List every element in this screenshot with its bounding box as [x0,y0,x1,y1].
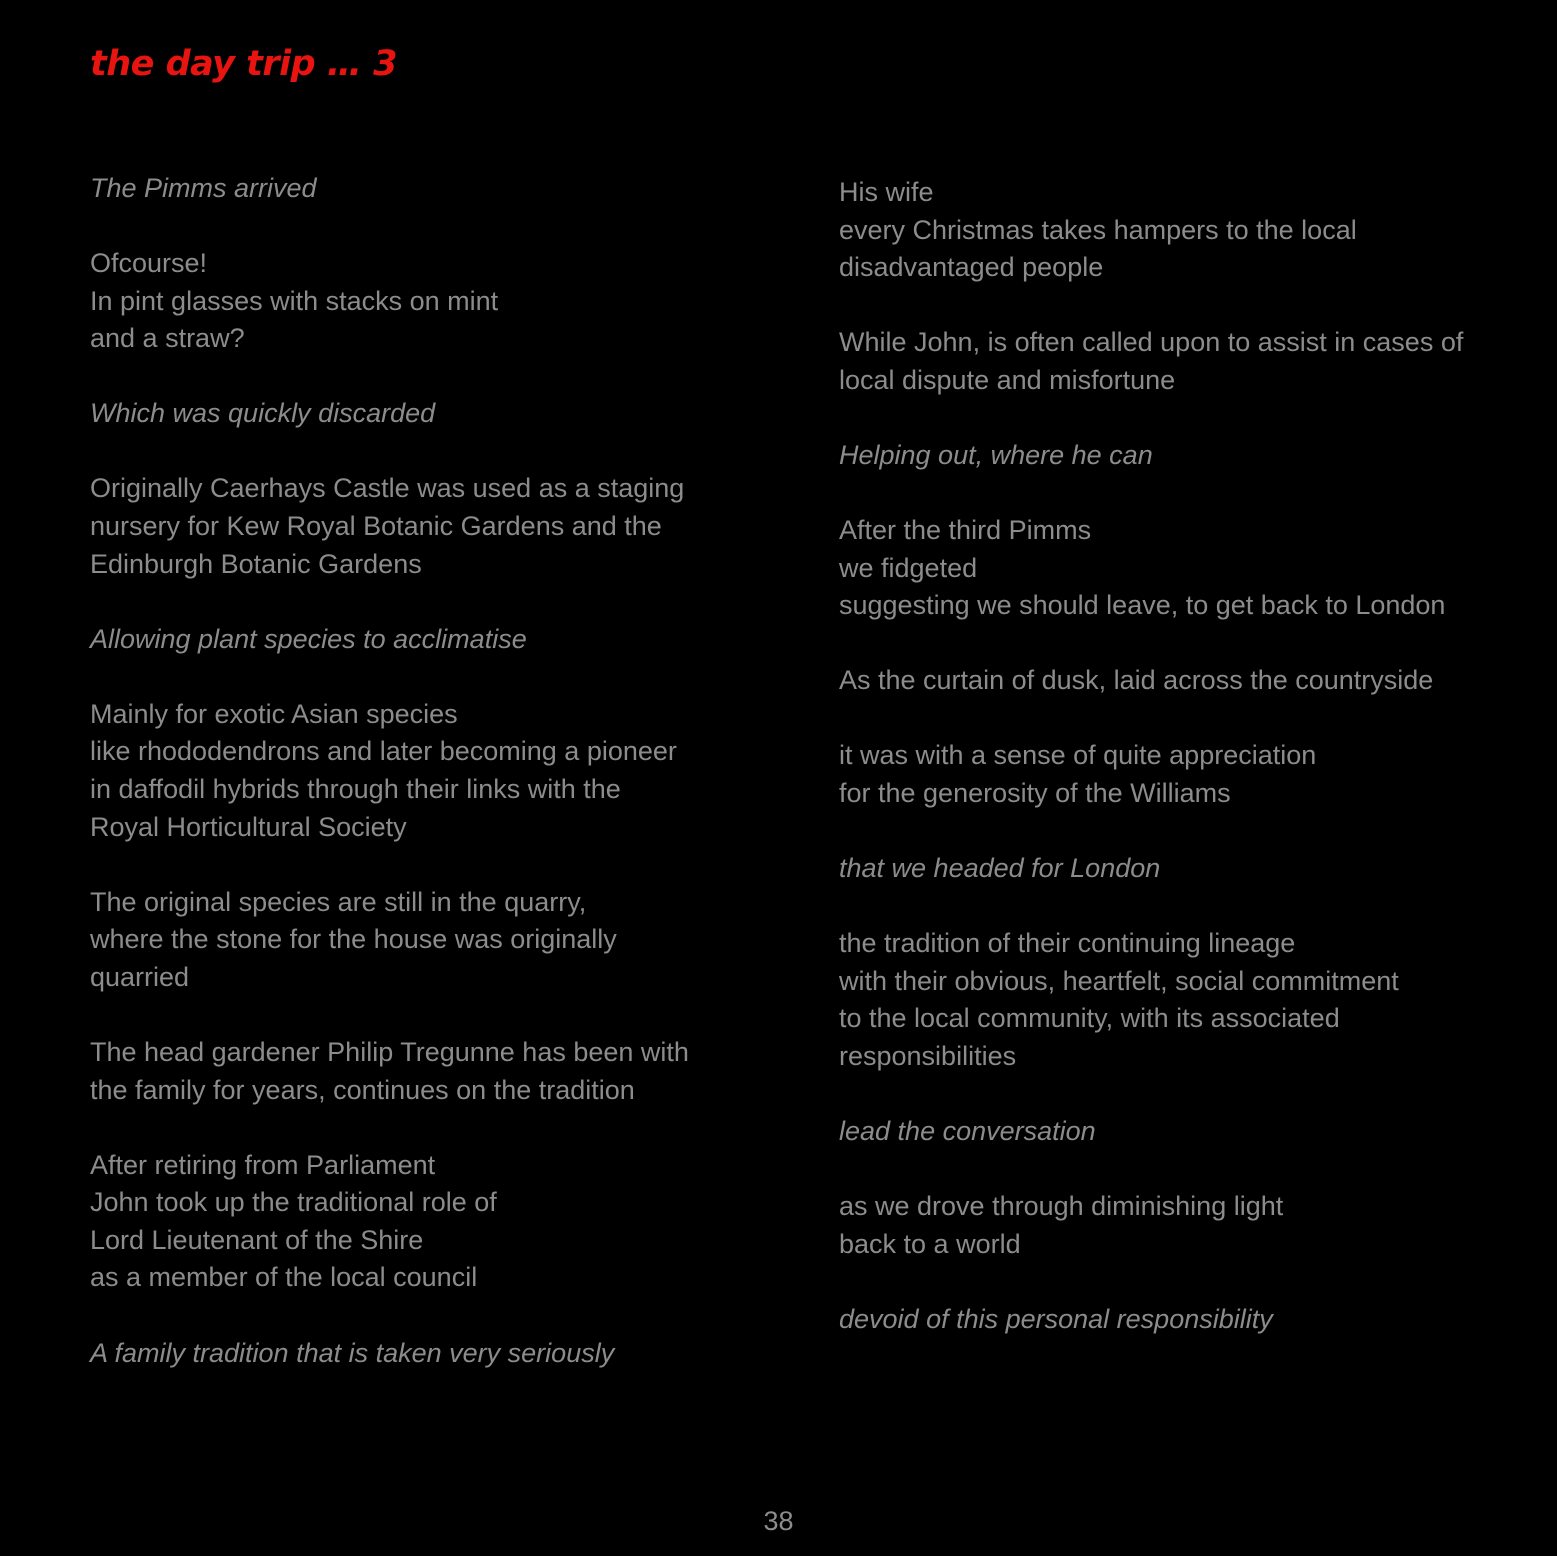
poem-line: Mainly for exotic Asian species [90,698,458,729]
poem-line: As the curtain of dusk, laid across the countryside [839,665,1434,696]
stanza [839,512,1539,625]
stanza [90,1034,790,1109]
poem-line: nursery for Kew Royal Botanic Gardens and the [90,511,662,542]
poem-line: disadvantaged people [839,252,1104,283]
stanza [839,437,1539,475]
poem-line: Helping out, where he can [839,439,1153,470]
poem-line: Originally Caerhays Castle was used as a staging [90,473,685,504]
poem-line: John took up the traditional role of [90,1187,497,1218]
page-title: the day trip … 3 [90,44,397,84]
poem-line: it was with a sense of quite appreciation [839,740,1317,771]
poem-line: to the local community, with its associated [839,1003,1340,1034]
poem-line: The original species are still in the quarry, [90,886,587,917]
stanza [839,1301,1539,1339]
stanza [90,170,790,208]
stanza [90,696,790,846]
poem-line: as a member of the local council [90,1262,478,1293]
poem-line: While John, is often called upon to assist in cases of [839,327,1464,358]
stanza [839,1113,1539,1151]
stanza [90,1335,790,1373]
poem-line: After the third Pimms [839,515,1092,546]
poem-line: The Pimms arrived [90,173,317,203]
poem-line: The head gardener Philip Tregunne has been with [90,1037,689,1067]
poem-line: In pint glasses with stacks on mint [90,285,499,316]
poem-line: in daffodil hybrids through their links with the [90,774,621,805]
stanza [839,737,1539,812]
poem-line: and a straw? [90,323,245,354]
poem-column-right [839,174,1539,1376]
poem-column-left [90,170,790,1410]
poem-line: lead the conversation [839,1116,1096,1147]
poem-line: Lord Lieutenant of the Shire [90,1224,424,1255]
poem-line: After retiring from Parliament [90,1149,436,1180]
poem-line: like rhododendrons and later becoming a pioneer [90,736,677,767]
poem-line: responsibilities [839,1041,1017,1071]
stanza [839,324,1539,399]
poem-line: for the generosity of the Williams [839,778,1231,809]
stanza [90,470,790,583]
page-number: 38 [763,1506,794,1536]
poem-line: Allowing plant species to acclimatise [90,623,527,654]
poem-line: the tradition of their continuing lineage [839,928,1296,959]
stanza [839,662,1539,700]
stanza [839,174,1539,287]
poem-line: Which was quickly discarded [90,398,436,429]
stanza [90,884,790,997]
poem-line: where the stone for the house was originally [90,924,617,955]
poem-line: devoid of this personal responsibility [839,1303,1273,1334]
poem-line: back to a world [839,1228,1021,1259]
poem-line: that we headed for London [839,853,1161,884]
poem-line: Ofcourse! [90,248,208,279]
poem-line: with their obvious, heartfelt, social commitment [839,965,1399,996]
poem-line: Royal Horticultural Society [90,811,407,842]
stanza [90,245,790,358]
stanza [839,1188,1539,1263]
poem-line: local dispute and misfortune [839,364,1176,395]
poem-line: we fidgeted [839,552,978,583]
poem-line: A family tradition that is taken very seriously [90,1337,615,1368]
poem-line: quarried [90,961,190,992]
poem-line: the family for years, continues on the tradition [90,1074,635,1105]
poem-line: as we drove through diminishing light [839,1191,1284,1222]
poem-line: Edinburgh Botanic Gardens [90,548,422,579]
poem-line: suggesting we should leave, to get back to London [839,590,1446,621]
stanza [839,850,1539,888]
poem-line: His wife [839,177,934,207]
poem-line: every Christmas takes hampers to the local [839,214,1357,245]
stanza [90,1147,790,1297]
stanza [839,925,1539,1075]
stanza [90,621,790,659]
stanza [90,395,790,433]
